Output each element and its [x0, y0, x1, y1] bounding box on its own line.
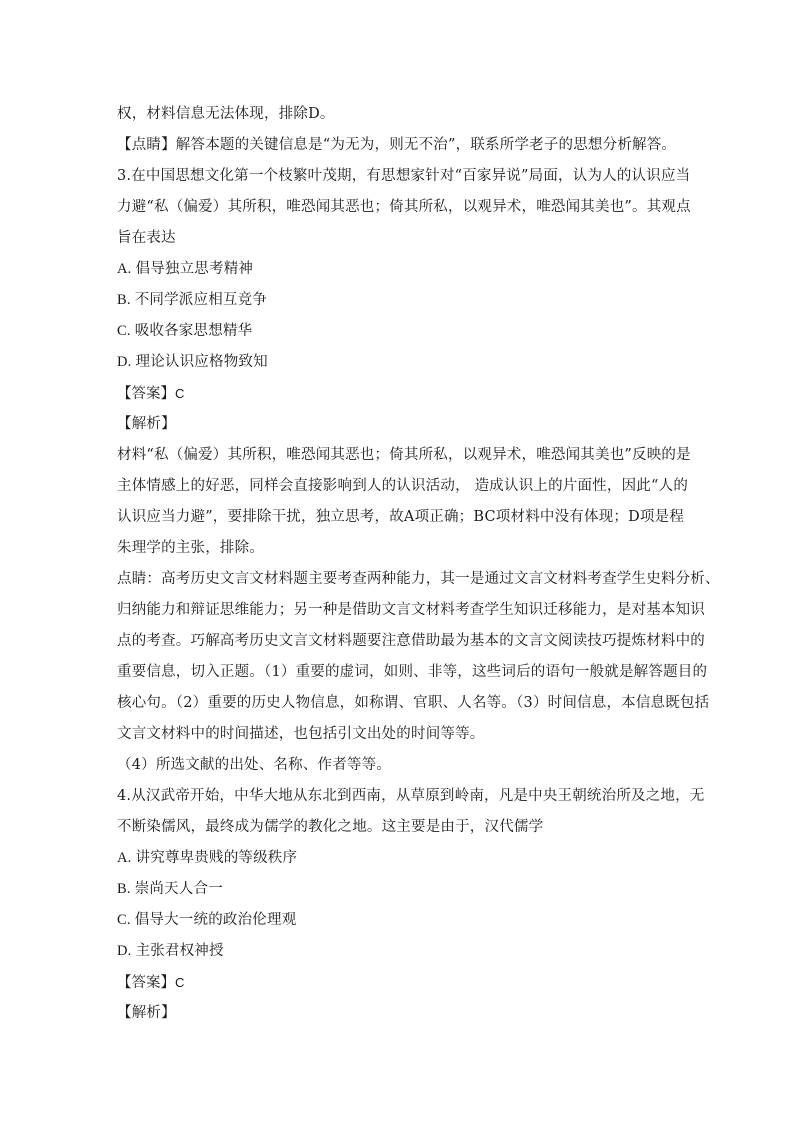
- q3-analysis-line: 主体情感上的好恶，同样会直接影响到人的认识活动， 造成认识上的片面性，因此“人的: [117, 478, 689, 494]
- q3-dianjing-line: 文言文材料中的时间描述，也包括引文出处的时间等等。: [117, 726, 485, 742]
- option-key: D.: [117, 354, 132, 370]
- option-text: 倡导大一统的政治伦理观: [134, 912, 297, 928]
- q3-dianjing-line: 重要信息，切入正题。（1）重要的虚词，如则、非等，这些词后的语句一般就是解答题目的: [117, 664, 708, 680]
- q3-analysis-line: 认识应当力避”，要排除干扰，独立思考，故A项正确；BC项材料中没有体现；D项是程: [117, 509, 685, 525]
- prev-dianjing: 【点睛】解答本题的关键信息是“为无为，则无不治”，联系所学老子的思想分析解答。: [117, 137, 677, 153]
- answer-label: 【答案】: [117, 386, 175, 402]
- q4-stem-line: 4.从汉武帝开始，中华大地从东北到西南，从草原到岭南，凡是中央王朝统治所及之地，无: [117, 788, 705, 804]
- q3-option-b: [117, 285, 687, 316]
- option-text: 吸收各家思想精华: [134, 323, 253, 339]
- q3-stem-line: 力避“私（偏爱）其所积，唯恐闻其恶也；倚其所私，以观异术，唯恐闻其美也”。其观点: [117, 199, 691, 215]
- q3-option-d: [117, 347, 687, 378]
- option-key: A.: [117, 261, 132, 277]
- q4-option-a: [117, 843, 687, 874]
- option-key: B.: [117, 881, 131, 897]
- answer-label: 【答案】: [117, 975, 175, 991]
- question-4: [117, 781, 705, 1029]
- option-key: D.: [117, 943, 132, 959]
- q3-dianjing-line: 归纳能力和辩证思维能力；另一种是借助文言文材料考查学生知识迁移能力，是对基本知识: [117, 602, 705, 618]
- q4-analysis-label: 【解析】: [117, 1005, 176, 1021]
- option-text: 崇尚天人合一: [134, 881, 223, 897]
- q3-option-a: [117, 254, 687, 285]
- q3-analysis-line: 朱理学的主张，排除。: [117, 540, 264, 556]
- answer-value: C: [175, 975, 185, 990]
- q3-dianjing-line: 核心句。（2）重要的历史人物信息，如称谓、官职、人名等。（3）时间信息，本信息既包括: [117, 695, 710, 711]
- q3-stem-line: 3.在中国思想文化第一个枝繁叶茂期，有思想家针对“百家异说”局面，认为人的认识应当: [117, 168, 691, 184]
- q3-option-c: [117, 316, 687, 347]
- q3-answer: [117, 378, 687, 409]
- answer-value: C: [175, 386, 185, 401]
- option-key: B.: [117, 292, 131, 308]
- option-key: A.: [117, 850, 132, 866]
- option-text: 倡导独立思考精神: [135, 261, 254, 277]
- q3-analysis-label: 【解析】: [117, 416, 176, 432]
- option-text: 理论认识应格物致知: [135, 354, 268, 370]
- option-text: 讲究尊卑贵贱的等级秩序: [135, 850, 298, 866]
- q4-answer: [117, 967, 687, 998]
- document-page: [117, 99, 720, 1029]
- q4-stem-line: 不断染儒风，最终成为儒学的教化之地。这主要是由于，汉代儒学: [117, 819, 544, 835]
- q3-stem-line: 旨在表达: [117, 230, 176, 246]
- option-key: C.: [117, 323, 131, 339]
- option-text: 不同学派应相互竞争: [134, 292, 268, 308]
- option-text: 主张君权神授: [135, 943, 224, 959]
- q3-analysis-line: 材料“私（偏爱）其所积，唯恐闻其恶也；倚其所私，以观异术，唯恐闻其美也”反映的是: [117, 447, 691, 463]
- q4-option-c: [117, 905, 687, 936]
- q4-option-d: [117, 936, 687, 967]
- q3-dianjing-line: （4）所选文献的出处、名称、作者等等。: [117, 757, 392, 773]
- q3-dianjing-line: 点的考查。巧解高考历史文言文材料题要注意借助最为基本的文言文阅读技巧提炼材料中的: [117, 633, 705, 649]
- option-key: C.: [117, 912, 131, 928]
- q4-option-b: [117, 874, 687, 905]
- prev-answer-tail: 权，材料信息无法体现，排除D。: [117, 106, 335, 122]
- question-3: [117, 161, 720, 781]
- q3-dianjing-line: 点睛：高考历史文言文材料题主要考查两种能力，其一是通过文言文材料考查学生史料分析、: [117, 571, 720, 587]
